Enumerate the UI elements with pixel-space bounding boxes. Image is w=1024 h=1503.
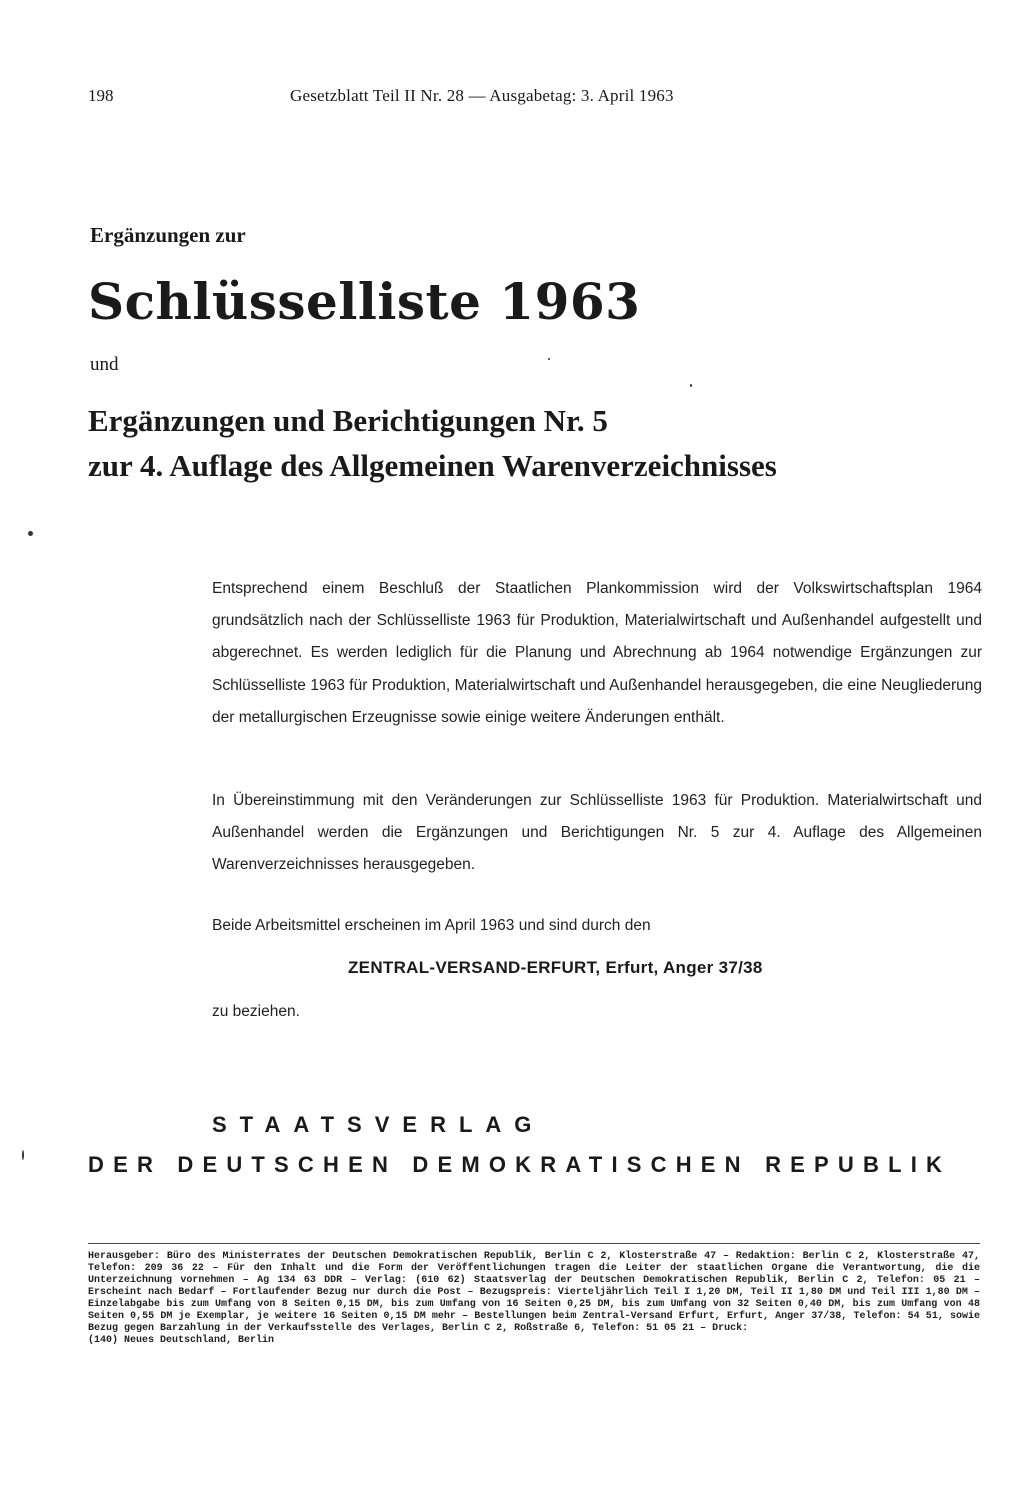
body-paragraph-2: In Übereinstimmung mit den Veränderungen zur Schlüsselliste 1963 für Produktion. Materialwirtschaft und Außenhandel werden die Ergänzungen und Berichtigungen Nr. 5 zur 4. Auflage des Allgemeinen Warenverzeichnisses herausgegeben. bbox=[212, 792, 982, 874]
title-intro: Ergänzungen zur bbox=[90, 223, 246, 247]
scan-speck bbox=[28, 531, 33, 536]
page-number: 198 bbox=[88, 86, 114, 105]
title-conjunction: und bbox=[90, 354, 119, 375]
running-head: Gesetzblatt Teil II Nr. 28 — Ausgabetag: 3. April 1963 bbox=[290, 86, 674, 105]
subtitle-line-1: Ergänzungen und Berichtigungen Nr. 5 bbox=[88, 403, 608, 438]
imprint-block bbox=[88, 1251, 980, 1347]
scan-speck bbox=[690, 384, 692, 387]
publisher-line-2: DER DEUTSCHEN DEMOKRATISCHEN REPUBLIK bbox=[88, 1152, 952, 1177]
distributor-address: ZENTRAL-VERSAND-ERFURT, Erfurt, Anger 37/38 bbox=[348, 958, 763, 977]
subtitle-line-2: zur 4. Auflage des Allgemeinen Warenverzeichnisses bbox=[88, 448, 777, 483]
imprint-printer-line: (140) Neues Deutschland, Berlin bbox=[88, 1335, 275, 1346]
scan-speck bbox=[548, 358, 550, 360]
main-title: Schlüsselliste 1963 bbox=[88, 272, 641, 331]
body-paragraph-1: Entsprechend einem Beschluß der Staatlichen Plankommission wird der Volkswirtschaftsplan 1964 grundsätzlich nach der Schlüsselliste 1963 für Produktion, Materialwirtschaft und Außenhandel aufgestellt und abgerechnet. Es werden lediglich für die Planung und Abrechnung ab 1964 notwendige Ergänzungen zur Schlüsselliste 1963 für Produktion, Materialwirtschaft und Außenhandel herausgegeben, die eine Neugliederung der metallurgischen Erzeugnisse sowie einige weitere Änderungen enthält. bbox=[212, 580, 982, 726]
imprint-divider bbox=[88, 1243, 980, 1244]
body-paragraph-4: zu beziehen. bbox=[212, 1003, 300, 1020]
scan-speck bbox=[22, 1150, 24, 1160]
body-paragraph-3: Beide Arbeitsmittel erscheinen im April 1963 und sind durch den bbox=[212, 917, 651, 934]
imprint-text: Herausgeber: Büro des Ministerrates der Deutschen Demokratischen Republik, Berlin C 2, Klosterstraße 47 – Redaktion: Berlin C 2, Klosterstraße 47, Telefon: 209 36 22 – Für den Inhalt und die Form der Veröffentlichungen tragen die Leiter der staatlichen Organe die Verantwortung, die die Unterzeichnung vornehmen – Ag 134 63 DDR – Verlag: (610 62) Staatsverlag der Deutschen Demokratischen Republik, Berlin C 2, Telefon: 05 21 – Erscheint nach Bedarf – Fortlaufender Bezug nur durch die Post – Bezugspreis: Vierteljährlich Teil I 1,20 DM, Teil II 1,80 DM und Teil III 1,80 DM – Einzelabgabe bis zum Umfang von 8 Seiten 0,15 DM, bis zum Umfang von 16 Seiten 0,25 DM, bis zum Umfang von 32 Seiten 0,40 DM, bis zum Umfang von 48 Seiten 0,55 DM je Exemplar, je weitere 16 Seiten 0,15 DM mehr – Bestellungen beim Zentral-Versand Erfurt, Erfurt, Anger 37/38, Telefon: 54 51, sowie Bezug gegen Barzahlung in der Verkaufsstelle des Verlages, Berlin C 2, Roßstraße 6, Telefon: 51 05 21 – Druck: bbox=[88, 1251, 980, 1334]
publisher-line-1: STAATSVERLAG bbox=[212, 1112, 545, 1137]
